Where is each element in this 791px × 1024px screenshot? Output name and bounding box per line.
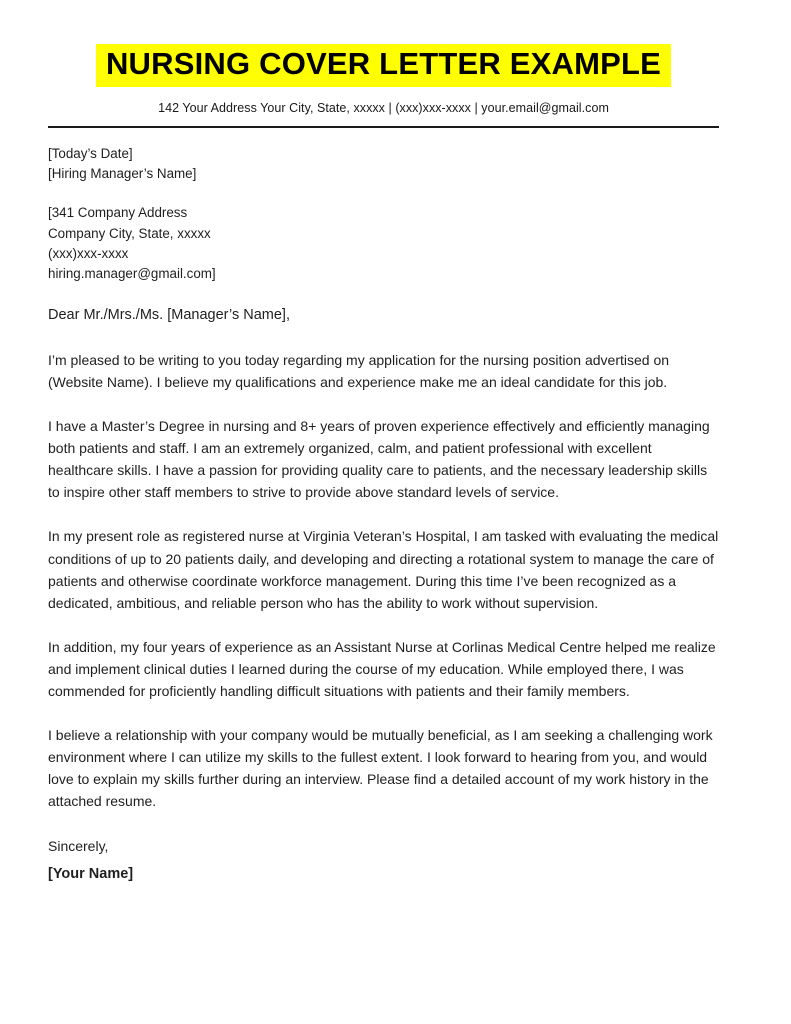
letter-body <box>48 144 719 886</box>
company-address-block <box>48 203 719 285</box>
hiring-manager-line: [Hiring Manager’s Name] <box>48 165 197 181</box>
date-block <box>48 144 719 185</box>
spacer <box>48 327 719 349</box>
spacer <box>48 285 719 304</box>
applicant-contact-line: 142 Your Address Your City, State, xxxxx | (xxx)xxx-xxxx | your.email@gmail.com <box>158 100 609 115</box>
spacer <box>48 813 719 835</box>
body-paragraph-2: I have a Master’s Degree in nursing and 8+ years of proven experience effectively and efficiently managing both patients and staff. I am an extremely organized, calm, and patient professional with excellent healthcare skills. I have a passion for providing quality care to patients, and the necessary leadership skills to inspire other staff members to strive to provide above standard levels of service. <box>48 417 710 501</box>
company-street-line: [341 Company Address <box>48 205 188 221</box>
date-line: [Today’s Date] <box>48 145 133 161</box>
body-paragraph-4: In addition, my four years of experience as an Assistant Nurse at Corlinas Medical Centre helped me realize and implement clinical duties I learned during the course of my education. While employed there, I was commended for proficiently handling difficult situations with patients and their family members. <box>48 638 716 700</box>
body-paragraph-1: I’m pleased to be writing to you today regarding my application for the nursing position advertised on (Website Name). I believe my qualifications and experience make me an ideal candidate for this job. <box>48 351 670 390</box>
spacer <box>48 393 719 415</box>
spacer <box>48 702 719 724</box>
sign-off: Sincerely, <box>48 837 109 854</box>
body-paragraph-3: In my present role as registered nurse at Virginia Veteran’s Hospital, I am tasked with evaluating the medical conditions of up to 20 patients daily, and developing and directing a rotational system to manage the care of patients and otherwise coordinate workforce management. During this time I’ve been recognized as a dedicated, ambitious, and reliable person who has the ability to work without supervision. <box>48 528 719 611</box>
spacer <box>48 184 719 203</box>
title-container <box>48 44 719 87</box>
company-city-line: Company City, State, xxxxx <box>48 225 211 241</box>
signature-name: [Your Name] <box>48 865 134 882</box>
spacer <box>48 503 719 525</box>
spacer <box>48 614 719 636</box>
body-paragraph-5: I believe a relationship with your company would be mutually beneficial, as I am seeking a challenging work environment where I can utilize my skills to the fullest extent. I look forward to hearing from you, and would love to explain my skills further during an interview. Please find a detailed account of my work history in the attached resume. <box>48 727 713 810</box>
salutation: Dear Mr./Mrs./Ms. [Manager’s Name], <box>48 306 290 323</box>
company-email-line: hiring.manager@gmail.com] <box>48 266 216 282</box>
page-title: NURSING COVER LETTER EXAMPLE <box>96 44 671 87</box>
company-phone-line: (xxx)xxx-xxxx <box>48 246 129 262</box>
header-divider <box>48 126 719 128</box>
